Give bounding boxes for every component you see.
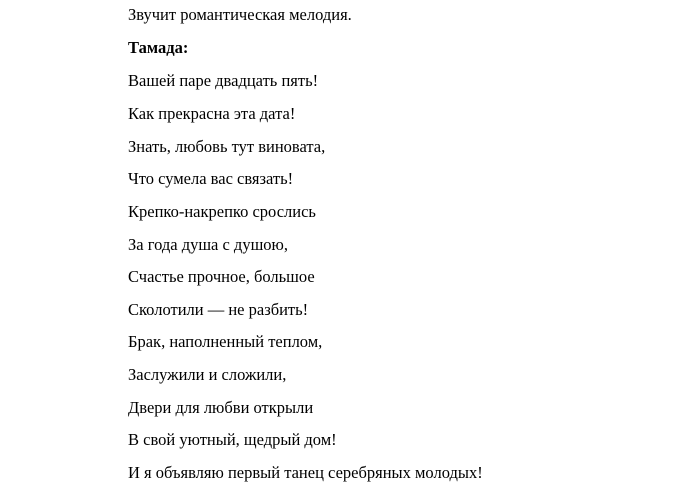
verse-line: Брак, наполненный теплом, xyxy=(128,332,323,351)
verse-line: Крепко-накрепко срослись xyxy=(128,202,316,221)
verse-line: Как прекрасна эта дата! xyxy=(128,104,296,123)
stage-direction: Звучит романтическая мелодия. xyxy=(128,5,352,24)
verse-line: Двери для любви открыли xyxy=(128,398,314,417)
verse-line: В свой уютный, щедрый дом! xyxy=(128,430,337,449)
verse-line: Счастье прочное, большое xyxy=(128,267,315,286)
verse-line: Вашей паре двадцать пять! xyxy=(128,71,319,90)
speaker-label: Тамада: xyxy=(128,38,189,57)
verse-line: Знать, любовь тут виновата, xyxy=(128,137,326,156)
verse-line: Заслужили и сложили, xyxy=(128,365,287,384)
verse-line: Что сумела вас связать! xyxy=(128,169,294,188)
verse-line: Сколотили — не разбить! xyxy=(128,300,309,319)
announcement-line: И я объявляю первый танец серебряных молодых! xyxy=(128,463,483,482)
verse-line: За года душа с душою, xyxy=(128,235,288,254)
